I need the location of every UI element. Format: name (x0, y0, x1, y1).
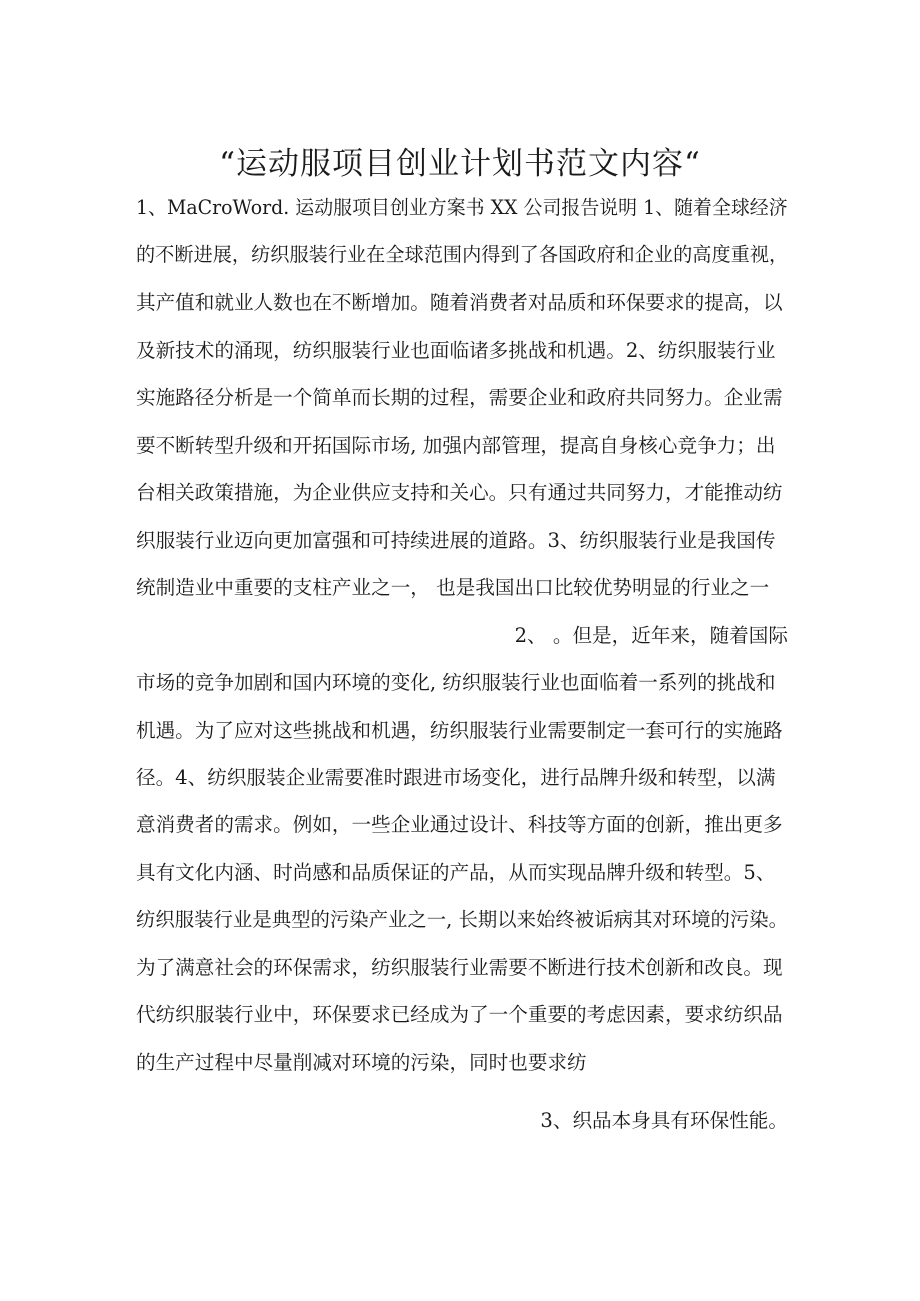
body-line: 及新技术的涌现，纺织服装行业也面临诸多挑战和机遇。2、纺织服装行业 (136, 339, 776, 362)
body-line: 代纺织服装行业中，环保要求已经成为了一个重要的考虑因素，要求纺织品 (136, 1003, 783, 1026)
body-line: 径。4、纺织服装企业需要准时跟进市场变化，进行品牌升级和转型，以满 (136, 766, 776, 789)
document-title: “运动服项目创业计划书范文内容“ (219, 146, 701, 182)
body-line: 的生产过程中尽量削减对环境的污染，同时也要求纺 (136, 1051, 587, 1074)
body-line: 的不断进展，纺织服装行业在全球范围内得到了各国政府和企业的高度重视， (136, 243, 789, 266)
body-line: 市场的竞争加剧和国内环境的变化, 纺织服装行业也面临着一系列的挑战和 (136, 671, 776, 694)
page-break-line: 2、 。但是，近年来，随着国际 (514, 624, 788, 647)
body-line: 为了满意社会的环保需求，纺织服装行业需要不断进行技术创新和改良。现 (136, 956, 783, 979)
body-line: 统制造业中重要的支柱产业之一， 也是我国出口比较优势明显的行业之一 (136, 576, 770, 599)
body-line: 台相关政策措施，为企业供应支持和关心。只有通过共同努力，才能推动纺 (136, 481, 783, 504)
body-line: 具有文化内涵、时尚感和品质保证的产品，从而实现品牌升级和转型。5、 (136, 861, 776, 884)
body-line: 1、MaCroWord. 运动服项目创业方案书 XX 公司报告说明 1、随着全球经济 (136, 196, 788, 219)
body-line: 意消费者的需求。例如，一些企业通过设计、科技等方面的创新，推出更多 (136, 813, 783, 836)
body-line: 其产值和就业人数也在不断增加。随着消费者对品质和环保要求的提高，以 (136, 291, 783, 314)
body-line: 织服装行业迈向更加富强和可持续进展的道路。3、纺织服装行业是我国传 (136, 529, 776, 552)
body-line: 机遇。为了应对这些挑战和机遇，纺织服装行业需要制定一套可行的实施路 (136, 719, 783, 742)
page-break-line: 3、织品本身具有环保性能。 (540, 1109, 788, 1132)
body-line: 实施路径分析是一个简单而长期的过程，需要企业和政府共同努力。企业需 (136, 386, 783, 409)
body-line: 要不断转型升级和开拓国际市场, 加强内部管理，提高自身核心竞争力；出 (136, 434, 776, 457)
body-line: 纺织服装行业是典型的污染产业之一, 长期以来始终被诟病其对环境的污染。 (136, 908, 789, 931)
